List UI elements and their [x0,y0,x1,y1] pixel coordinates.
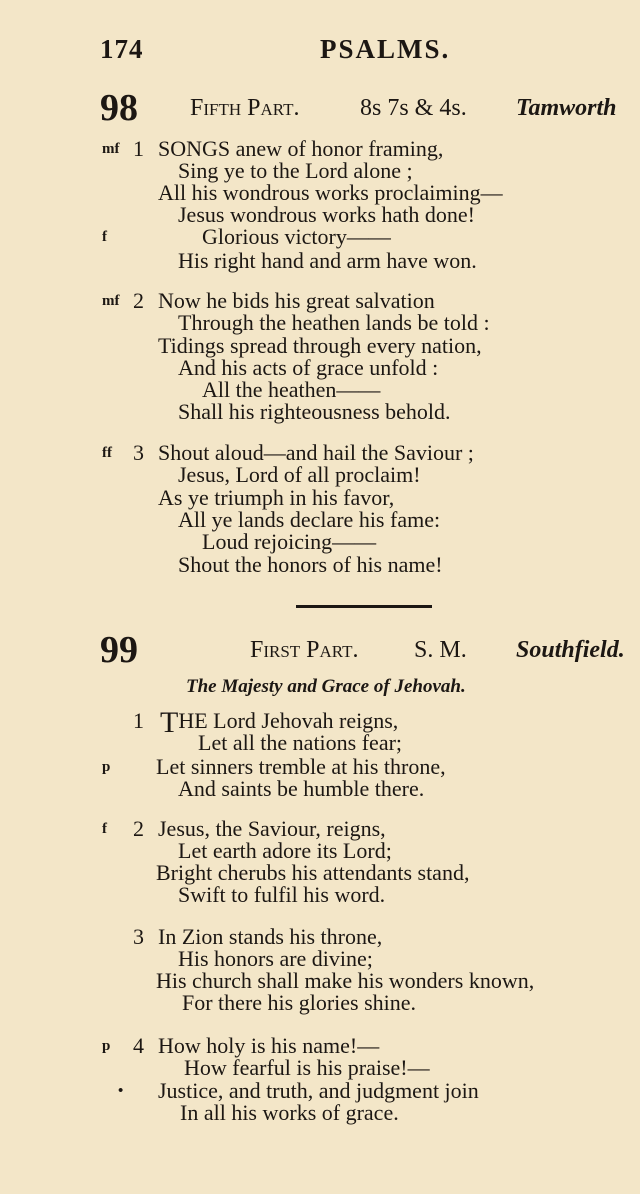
verse-line: All the heathen—— [202,377,381,402]
page-header [0,34,640,64]
hymn-tune: Tamworth [516,95,617,121]
verse-number: 2 [133,816,144,841]
verse-number: 1 [133,136,144,161]
dynamic-mark: f [102,821,107,837]
verse-line: Let all the nations fear; [198,730,403,755]
verse-line: Through the heathen lands be told : [178,310,490,335]
hymn-number: 98 [100,87,138,129]
verse-number: 3 [133,924,144,949]
dynamic-mark: p [102,759,111,775]
hymn-tune: Southfield. [516,637,625,663]
verse-line: Sing ye to the Lord alone ; [178,158,413,183]
page-number: 174 [100,34,144,64]
verse-line: Tidings spread through every nation, [158,333,482,358]
verse-line: In all his works of grace. [180,1100,399,1125]
verse-line: As ye triumph in his favor, [158,485,395,510]
dynamic-mark: mf [102,141,120,157]
verse-line: How holy is his name!— [158,1033,380,1058]
verse-line: Jesus, the Saviour, reigns, [158,816,386,841]
verse-line: How fearful is his praise!— [184,1055,430,1080]
section-divider [296,605,432,608]
dynamic-mark: ff [102,445,112,461]
verse-line: In Zion stands his throne, [158,924,383,949]
dynamic-mark: f [102,229,107,245]
hymn-number: 99 [100,629,138,671]
verse-line: Let earth adore its Lord; [178,838,392,863]
verse-line: Swift to fulfil his word. [178,882,386,907]
verse-line: Loud rejoicing—— [202,529,377,554]
dynamic-mark: mf [102,293,120,309]
verse-line: Shall his righteousness behold. [178,399,451,424]
hymn-98-heading [0,88,640,128]
verse-line: Jesus wondrous works hath done! [178,202,475,227]
verse-line: And his acts of grace unfold : [178,355,439,380]
verse-line: Now he bids his great salvation [158,288,435,313]
verse-line: His honors are divine; [178,946,373,971]
verse-line: For there his glories shine. [182,990,417,1015]
verse-number: 2 [133,288,144,313]
verse-line: Jesus, Lord of all proclaim! [178,462,421,487]
verse-line: Shout aloud—and hail the Saviour ; [158,440,474,465]
hymn-subtitle: The Majesty and Grace of Jehovah. [186,676,466,697]
verse-line-text: HE Lord Jehovah reigns, [178,708,399,733]
verse-number: 4 [133,1033,144,1058]
dynamic-mark: p [102,1038,111,1054]
verse-line: SONGS anew of honor framing, [158,136,444,161]
running-head: PSALMS. [320,34,451,64]
verse-line: His right hand and arm have won. [178,248,477,273]
hymn-part: Fifth Part. [190,95,300,121]
hymn-part: First Part. [250,637,359,663]
verse-line: Glorious victory—— [202,224,391,249]
verse-line: Let sinners tremble at his throne, [156,754,446,779]
dynamic-mark: • [118,1083,124,1099]
verse-line: All ye lands declare his fame: [178,507,441,532]
verse-number: 1 [133,708,144,733]
hymn-99-heading [0,630,640,670]
verse-line: Justice, and truth, and judgment join [158,1078,479,1103]
verse-line: Bright cherubs his attendants stand, [156,860,470,885]
hymn-meter: S. M. [414,637,467,663]
hymn-meter: 8s 7s & 4s. [360,95,467,121]
drop-cap: T [160,706,179,739]
verse-line: All his wondrous works proclaiming— [158,180,503,205]
verse-line: His church shall make his wonders known, [156,968,535,993]
verse-number: 3 [133,440,144,465]
verse-line: Shout the honors of his name! [178,552,443,577]
verse-line: And saints be humble there. [178,776,425,801]
